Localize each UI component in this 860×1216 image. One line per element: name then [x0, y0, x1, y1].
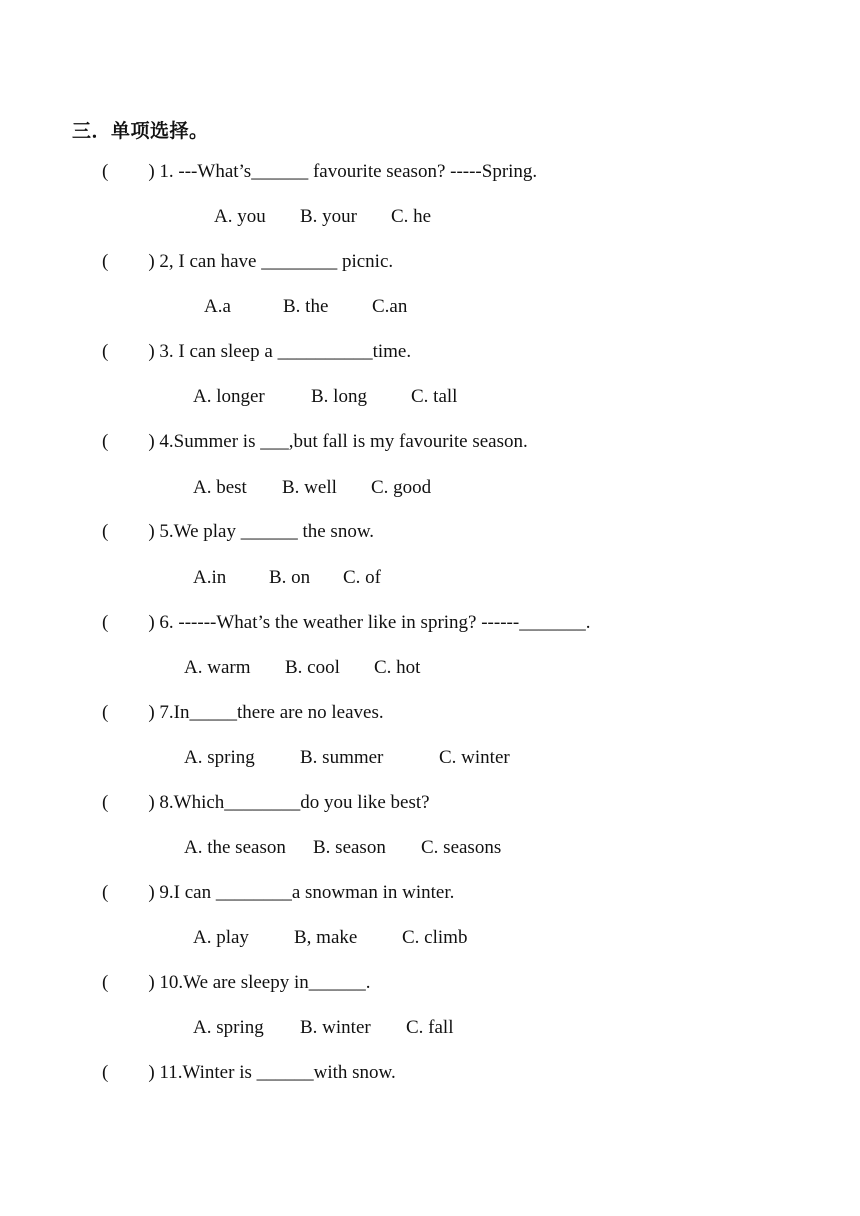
option-b: B. long [311, 386, 367, 407]
answer-paren-close: ) [148, 882, 155, 903]
option-a: A. longer [193, 386, 265, 407]
option-a: A. spring [184, 747, 255, 768]
question-text: 4.Summer is ___,but fall is my favourite season. [159, 431, 528, 452]
answer-paren-close: ) [148, 251, 155, 272]
answer-paren-open: ( [102, 972, 109, 993]
answer-paren-open: ( [102, 702, 109, 723]
option-b: B, make [294, 927, 358, 948]
question-7 [102, 701, 384, 725]
option-b: B. summer [300, 747, 384, 768]
option-a: A. you [214, 206, 266, 227]
option-b: B. cool [285, 657, 340, 678]
option-a: A. best [193, 477, 247, 498]
answer-paren-close: ) [148, 1062, 155, 1083]
question-5 [102, 520, 374, 544]
option-c: C. hot [374, 657, 421, 678]
option-c: C. of [343, 567, 381, 588]
option-c: C.an [372, 296, 408, 317]
question-6 [102, 611, 590, 635]
answer-paren-open: ( [102, 161, 109, 182]
question-text: 3. I can sleep a __________time. [159, 341, 412, 362]
option-c: C. he [391, 206, 432, 227]
question-4 [102, 430, 528, 454]
answer-paren-close: ) [148, 792, 155, 813]
option-c: C. winter [439, 747, 510, 768]
option-a: A. warm [184, 657, 251, 678]
option-b: B. season [313, 837, 386, 858]
question-text: 1. ---What’s______ favourite season? -----Spring. [159, 161, 538, 182]
answer-paren-open: ( [102, 341, 109, 362]
answer-paren-close: ) [148, 431, 155, 452]
question-9 [102, 881, 454, 905]
answer-paren-close: ) [148, 161, 155, 182]
question-10 [102, 971, 371, 995]
question-text: 5.We play ______ the snow. [159, 521, 375, 542]
question-2 [102, 250, 393, 274]
answer-paren-open: ( [102, 1062, 109, 1083]
answer-paren-close: ) [148, 702, 155, 723]
option-b: B. well [282, 477, 337, 498]
question-text: 10.We are sleepy in______. [159, 972, 371, 993]
option-a: A. the season [184, 837, 286, 858]
question-1 [102, 160, 537, 184]
answer-paren-close: ) [148, 972, 155, 993]
option-a: A. spring [193, 1017, 264, 1038]
option-c: C. climb [402, 927, 468, 948]
option-b: B. the [283, 296, 329, 317]
option-c: C. fall [406, 1017, 454, 1038]
option-b: B. on [269, 567, 311, 588]
answer-paren-open: ( [102, 612, 109, 633]
option-a: A.a [204, 296, 231, 317]
option-c: C. tall [411, 386, 458, 407]
option-c: C. seasons [421, 837, 502, 858]
question-11 [102, 1061, 396, 1085]
answer-paren-open: ( [102, 251, 109, 272]
option-b: B. winter [300, 1017, 371, 1038]
question-text: 9.I can ________a snowman in winter. [159, 882, 455, 903]
answer-paren-open: ( [102, 792, 109, 813]
question-text: 2, I can have ________ picnic. [159, 251, 394, 272]
answer-paren-close: ) [148, 612, 155, 633]
section-title: 三．单项选择。 [72, 120, 209, 142]
question-text: 8.Which________do you like best? [159, 792, 430, 813]
option-a: A. play [193, 927, 249, 948]
question-text: 7.In_____there are no leaves. [159, 702, 384, 723]
question-8 [102, 791, 430, 815]
answer-paren-open: ( [102, 521, 109, 542]
option-a: A.in [193, 567, 227, 588]
question-text: 11.Winter is ______with snow. [159, 1062, 396, 1083]
option-c: C. good [371, 477, 432, 498]
answer-paren-close: ) [148, 341, 155, 362]
answer-paren-close: ) [148, 521, 155, 542]
question-3 [102, 340, 411, 364]
answer-paren-open: ( [102, 431, 109, 452]
question-text: 6. ------What’s the weather like in spring? ------_______. [159, 612, 591, 633]
answer-paren-open: ( [102, 882, 109, 903]
option-b: B. your [300, 206, 357, 227]
